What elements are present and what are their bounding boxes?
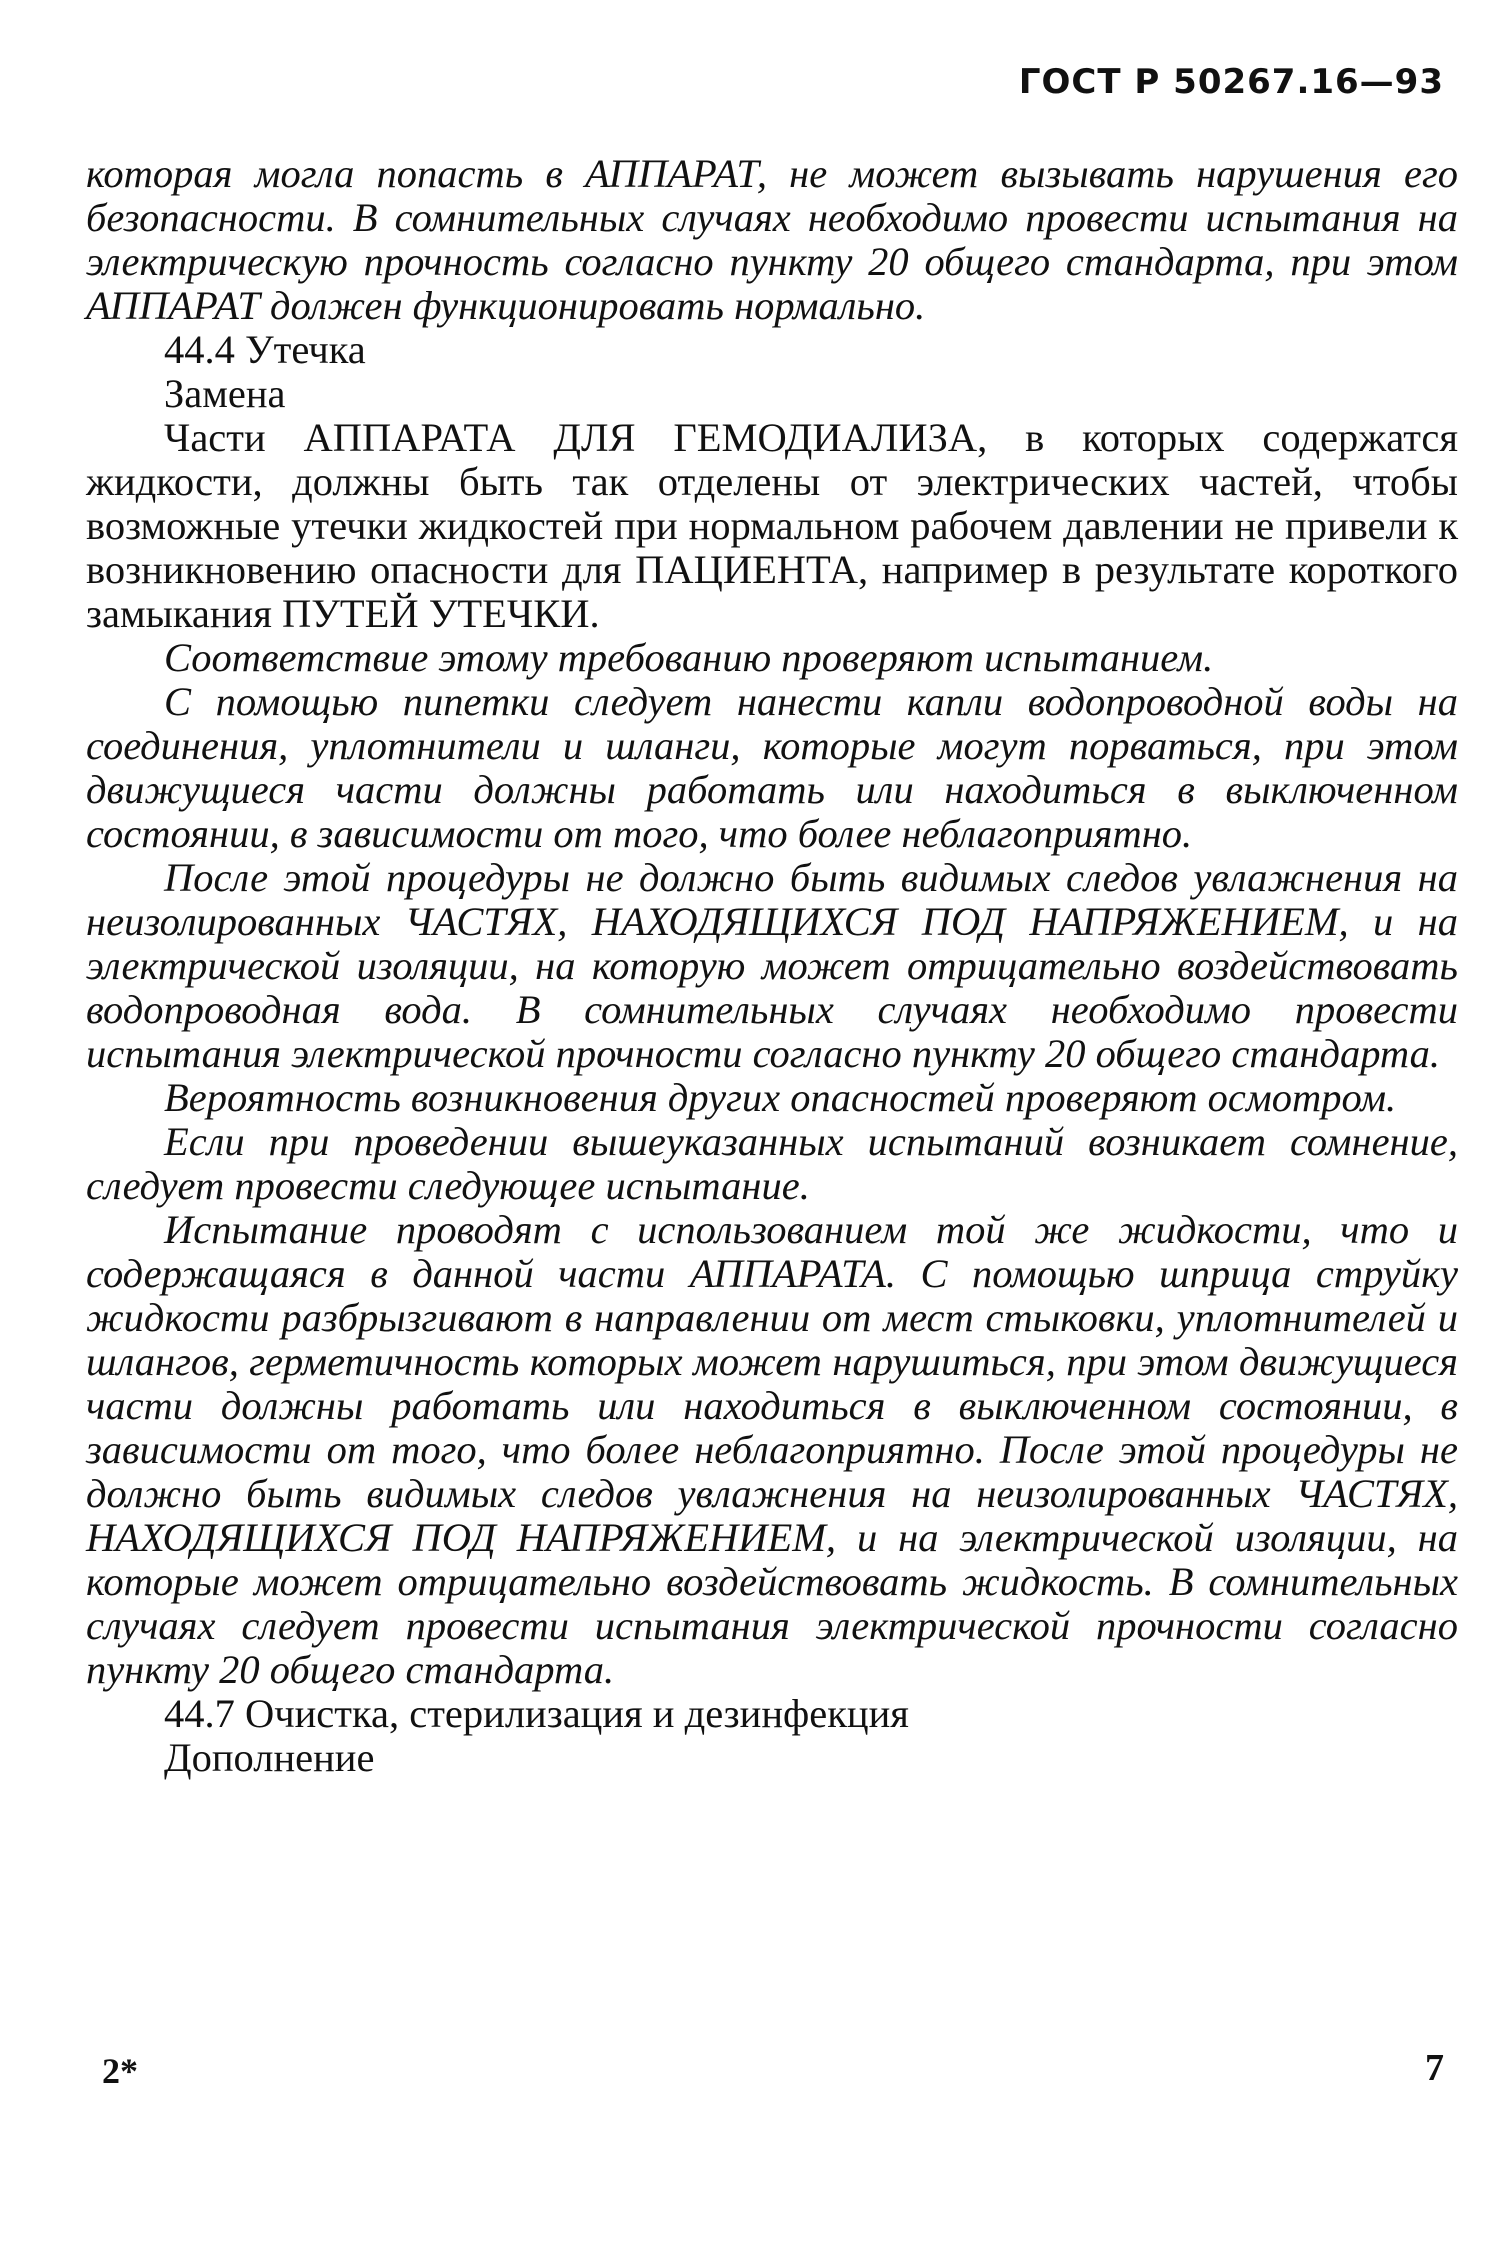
paragraph-doubt: Если при проведении вышеуказанных испытаний возникает сомнение, следует провести следующее испытание. <box>86 1119 1458 1208</box>
paragraph-compliance-check: Соответствие этому требованию проверяют испытанием. <box>164 635 1214 680</box>
document-body <box>86 152 1458 1780</box>
paragraph-after-procedure: После этой процедуры не должно быть видимых следов увлажнения на неизолированных ЧАСТЯХ, НАХОДЯЩИХСЯ ПОД НАПРЯЖЕНИЕМ, и на электрической изоляции, на которую может отрицательно воздействовать водопроводная вода. В сомнительных случаях необходимо провести испытания электрической прочности согласно пункту 20 общего стандарта. <box>86 855 1458 1076</box>
subheading-addition: Дополнение <box>164 1735 375 1780</box>
section-heading-44-7: 44.7 Очистка, стерилизация и дезинфекция <box>164 1691 909 1736</box>
paragraph-requirement: Части АППАРАТА ДЛЯ ГЕМОДИАЛИЗА, в которых содержатся жидкости, должны быть так отделены от электрических частей, чтобы возможные утечки жидкостей при нормальном рабочем давлении не привели к возникновению опасности для ПАЦИЕНТА, например в результате короткого замыкания ПУТЕЙ УТЕЧКИ. <box>86 415 1458 636</box>
paragraph-other-hazards: Вероятность возникновения других опасностей проверяют осмотром. <box>164 1075 1397 1120</box>
paragraph-continuation: которая могла попасть в АППАРАТ, не может вызывать нарушения его безопасности. В сомнительных случаях необходимо провести испытания на электрическую прочность согласно пункту 20 общего стандарта, при этом АППАРАТ должен функционировать нормально. <box>86 151 1458 328</box>
page-number: 7 <box>1425 2047 1444 2089</box>
section-heading-44-4: 44.4 Утечка <box>164 327 366 372</box>
paragraph-syringe-test: Испытание проводят с использованием той же жидкости, что и содержащаяся в данной части АППАРАТА. С помощью шприца струйку жидкости разбрызгивают в направлении от мест стыковки, уплотнителей и шлангов, герметичность которых может нарушиться, при этом движущиеся части должны работать или находиться в выключенном состоянии, в зависимости от того, что более неблагоприятно. После этой процедуры не должно быть видимых следов увлажнения на неизолированных ЧАСТЯХ, НАХОДЯЩИХСЯ ПОД НАПРЯЖЕНИЕМ, и на электрической изоляции, на которые может отрицательно воздействовать жидкость. В сомнительных случаях следует провести испытания электрической прочности согласно пункту 20 общего стандарта. <box>86 1207 1458 1692</box>
standard-number-header: ГОСТ Р 50267.16—93 <box>1018 62 1444 102</box>
signature-mark: 2* <box>102 2051 138 2091</box>
paragraph-pipette-test: С помощью пипетки следует нанести капли водопроводной воды на соединения, уплотнители и шланги, которые могут порваться, при этом движущиеся части должны работать или находиться в выключенном состоянии, в зависимости от того, что более неблагоприятно. <box>86 679 1458 856</box>
subheading-replacement: Замена <box>164 371 286 416</box>
